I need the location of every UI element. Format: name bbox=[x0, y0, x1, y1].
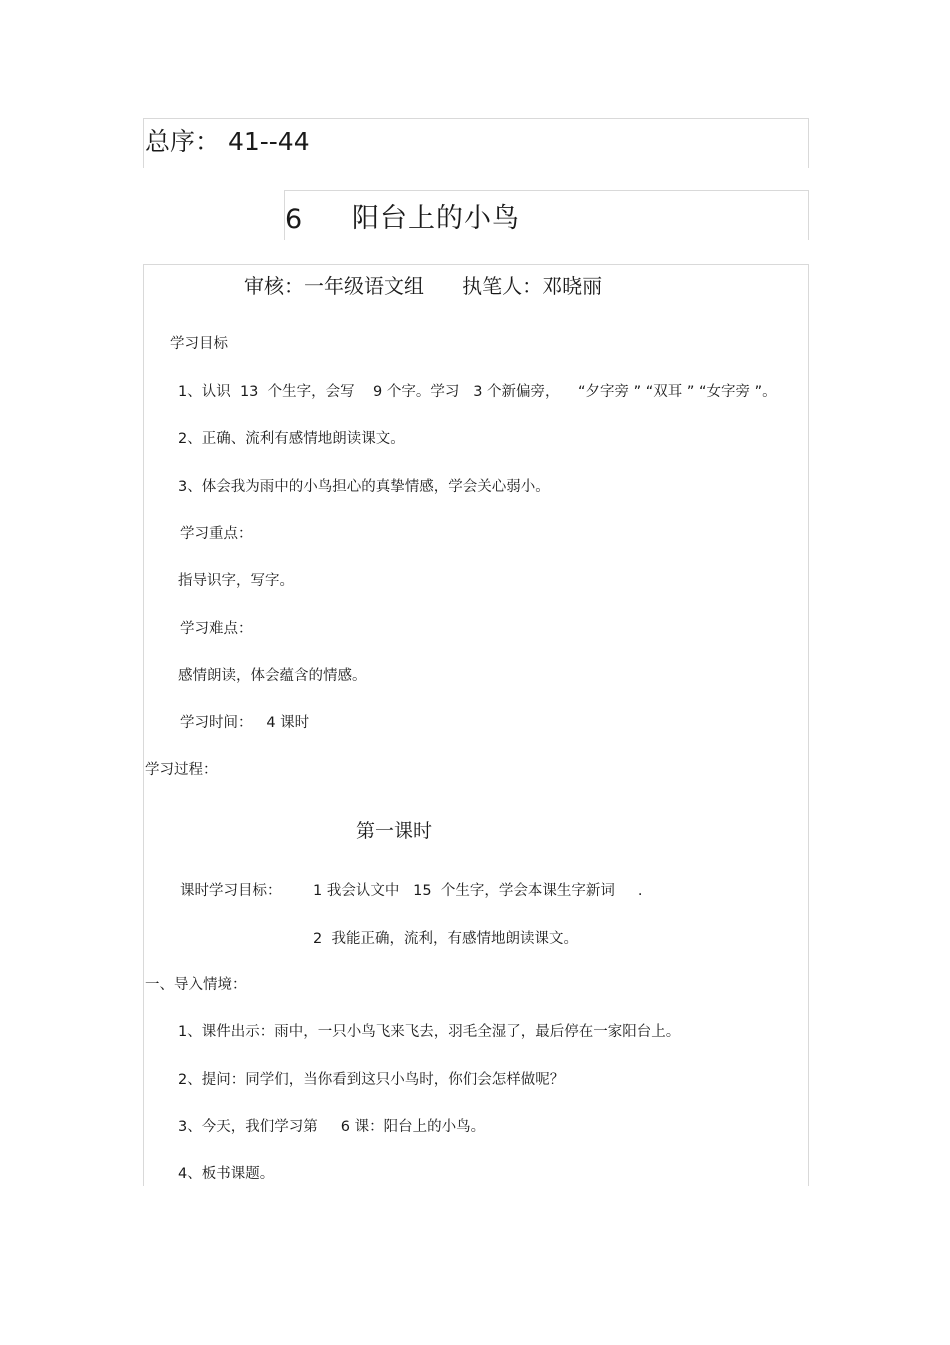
intro-step: 3、今天，我们学习第 6 课：阳台上的小鸟。 bbox=[178, 1119, 486, 1135]
period-goal-1: 1 我会认文中 15 个生字，学会本课生字新词 . bbox=[313, 883, 643, 899]
objective-item: 1、认识 13 个生字，会写 9 个字。学习 3 个新偏旁， “夕字旁 ” “双耳 ” “女字旁 ”。 bbox=[178, 384, 777, 400]
lesson-title: 阳台上的小鸟 bbox=[352, 203, 520, 234]
key-points-content: 指导识字，写字。 bbox=[178, 573, 294, 589]
key-points-heading: 学习重点： bbox=[180, 526, 253, 542]
objective-item: 3、体会我为雨中的小鸟担心的真挚情感，学会关心弱小。 bbox=[178, 479, 550, 495]
section-title: 第一课时 bbox=[356, 820, 433, 842]
objective-item: 2、正确、流利有感情地朗读课文。 bbox=[178, 431, 405, 447]
serial-number: 总序： 41--44 bbox=[145, 127, 310, 156]
intro-step: 2、提问：同学们，当你看到这只小鸟时，你们会怎样做呢？ bbox=[178, 1072, 565, 1088]
difficulties-content: 感情朗读，体会蕴含的情感。 bbox=[178, 668, 367, 684]
intro-step: 1、课件出示：雨中，一只小鸟飞来飞去，羽毛全湿了，最后停在一家阳台上。 bbox=[178, 1024, 681, 1040]
process-heading: 学习过程： bbox=[145, 762, 218, 778]
intro-heading: 一、导入情境： bbox=[145, 977, 247, 993]
study-time: 学习时间： 4 课时 bbox=[180, 715, 310, 731]
period-goals-label: 课时学习目标： bbox=[180, 883, 282, 899]
period-goal-2: 2 我能正确，流利，有感情地朗读课文。 bbox=[313, 931, 578, 947]
credits-line: 审核：一年级语文组 执笔人：邓晓丽 bbox=[244, 274, 603, 298]
objectives-heading: 学习目标 bbox=[170, 336, 228, 352]
difficulties-heading: 学习难点： bbox=[180, 621, 253, 637]
intro-step: 4、板书课题。 bbox=[178, 1166, 275, 1182]
lesson-number: 6 bbox=[285, 204, 303, 235]
